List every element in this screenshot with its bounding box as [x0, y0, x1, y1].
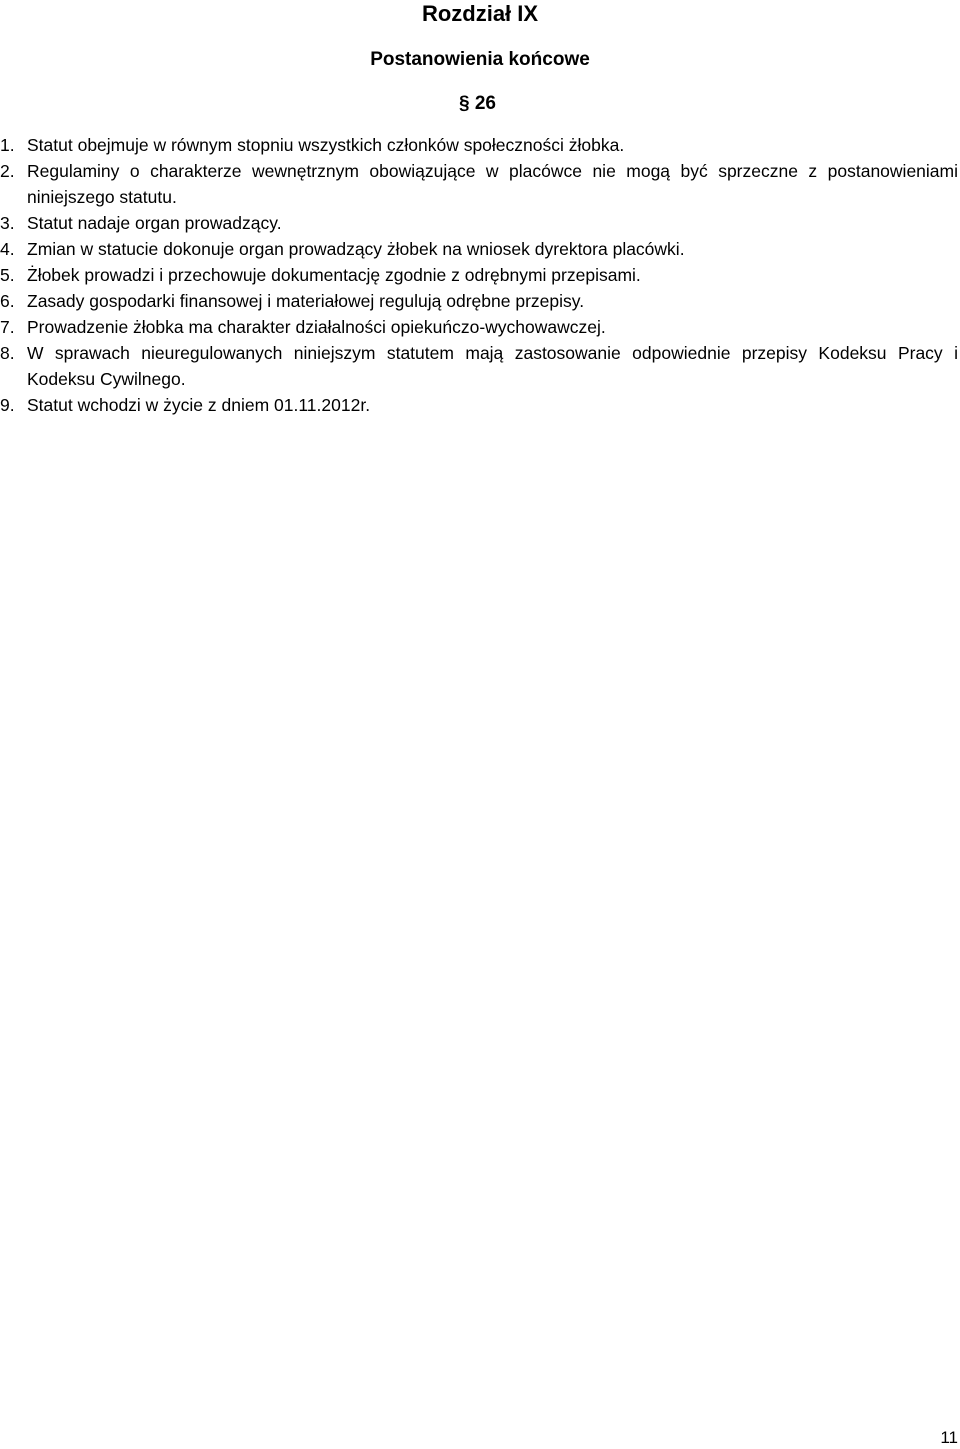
- provision-number: 6.: [0, 291, 15, 311]
- provision-number: 2.: [0, 161, 15, 181]
- provision-item: [0, 340, 958, 392]
- provision-text: Żłobek prowadzi i przechowuje dokumentację zgodnie z odrębnymi przepisami.: [27, 265, 641, 285]
- provision-number: 9.: [0, 395, 15, 415]
- provision-item: [0, 236, 958, 262]
- provision-text: Statut nadaje organ prowadzący.: [27, 213, 282, 233]
- chapter-title: Rozdział IX: [421, 1, 539, 26]
- provision-item: [0, 262, 958, 288]
- provision-number: 1.: [0, 135, 15, 155]
- provision-text: Zmian w statucie dokonuje organ prowadzący żłobek na wniosek dyrektora placówki.: [27, 239, 685, 259]
- paragraph-mark: § 26: [459, 93, 496, 114]
- provision-text: Prowadzenie żłobka ma charakter działalności opiekuńczo-wychowawczej.: [27, 317, 606, 337]
- provision-item: [0, 314, 958, 340]
- provision-item: [0, 132, 958, 158]
- provision-number: 3.: [0, 213, 15, 233]
- provision-text: Zasady gospodarki finansowej i materiałowej regulują odrębne przepisy.: [27, 291, 585, 311]
- provision-text: W sprawach nieuregulowanych niniejszym statutem mają zastosowanie odpowiednie przepisy Kodeksu Pracy i Kodeksu Cywilnego.: [27, 343, 958, 389]
- provision-number: 4.: [0, 239, 15, 259]
- provision-number: 8.: [0, 343, 15, 363]
- provision-item: [0, 392, 958, 418]
- provision-item: [0, 288, 958, 314]
- provision-item: [0, 158, 958, 210]
- provision-text: Regulaminy o charakterze wewnętrznym obowiązujące w placówce nie mogą być sprzeczne z postanowieniami niniejszego statutu.: [27, 161, 958, 207]
- provision-number: 5.: [0, 265, 15, 285]
- provision-number: 7.: [0, 317, 15, 337]
- provision-text: Statut obejmuje w równym stopniu wszystkich członków społeczności żłobka.: [27, 135, 625, 155]
- provisions-list: [0, 132, 958, 418]
- section-title: Postanowienia końcowe: [370, 49, 590, 70]
- page-number: 11: [940, 1428, 958, 1447]
- provision-text: Statut wchodzi w życie z dniem 01.11.2012r.: [27, 395, 371, 415]
- provision-item: [0, 210, 958, 236]
